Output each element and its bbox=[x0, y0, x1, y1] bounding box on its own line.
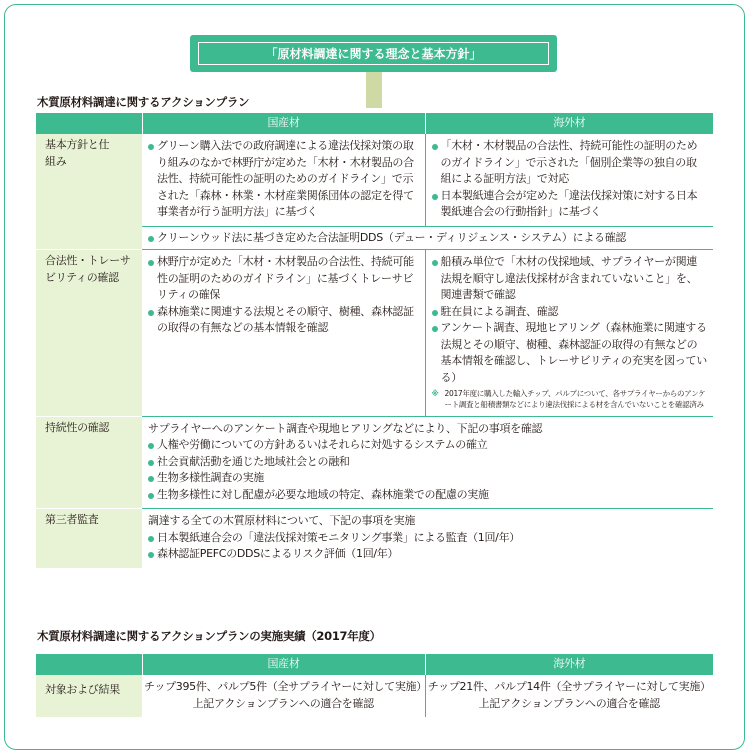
basic-shared-cell bbox=[142, 226, 713, 250]
row-label-text: 第三者監査 bbox=[45, 513, 99, 527]
row-label-basic bbox=[36, 134, 142, 250]
list-item: 駐在員による調査、確認 bbox=[432, 304, 708, 321]
results-overseas-cell bbox=[425, 675, 713, 717]
legality-overseas-cell bbox=[425, 250, 713, 417]
legality-note bbox=[432, 389, 708, 411]
note-text: 2017年度に購入した輸入チップ、パルプについて、各サプライヤーからのアンケート調査と船積書類などにより違法伐採による材を含んでいないことを確認済み bbox=[444, 389, 706, 409]
results-domestic-cell bbox=[142, 675, 425, 717]
header-overseas: 海外材 bbox=[425, 113, 713, 134]
policy-banner bbox=[190, 35, 557, 72]
action-plan-table bbox=[36, 113, 713, 568]
row-label-text: 対象および結果 bbox=[45, 683, 120, 696]
results-table bbox=[36, 654, 713, 717]
list-item: 日本製紙連合会が定めた「違法伐採対策に対する日本製紙連合会の行動指針」に基づく bbox=[432, 188, 708, 221]
results-overseas-line: チップ21件、パルプ14件（全サプライヤーに対して実施） bbox=[427, 680, 711, 693]
row-label-text: 基本方針と仕組み bbox=[45, 138, 110, 168]
results-overseas-line: 上記アクションプランへの適合を確認 bbox=[478, 696, 660, 710]
note-mark: ※ bbox=[431, 389, 439, 398]
action-plan-title: 木質原材料調達に関するアクションプラン bbox=[37, 95, 250, 109]
legality-domestic-cell bbox=[142, 250, 425, 417]
row-basic bbox=[36, 134, 713, 226]
list-item: 生物多様性調査の実施 bbox=[148, 470, 707, 487]
list-item: 林野庁が定めた「木材・木材製品の合法性、持続可能性の証明のためのガイドライン」に基づくトレーサビリティの確保 bbox=[148, 254, 419, 304]
row-sustainability bbox=[36, 416, 713, 509]
list-item: 社会貢献活動を通じた地域社会との融和 bbox=[148, 454, 707, 471]
row-label-text: 持続性の確認 bbox=[45, 420, 110, 434]
basic-overseas-cell bbox=[425, 134, 713, 226]
results-title: 木質原材料調達に関するアクションプランの実施実績（2017年度） bbox=[37, 629, 381, 643]
list-item: クリーンウッド法に基づき定めた合法証明DDS（デュー・ディリジェンス・システム）による確認 bbox=[148, 230, 707, 247]
header-blank bbox=[36, 113, 142, 134]
row-legality bbox=[36, 250, 713, 417]
results-domestic-line: チップ395件、パルプ5件（全サプライヤーに対して実施） bbox=[144, 680, 427, 693]
list-item: 森林施業に関連する法規とその順守、樹種、森林認証の取得の有無などの基本情報を確認 bbox=[148, 304, 419, 337]
sustainability-cell bbox=[142, 416, 713, 509]
list-item: アンケート調査、現地ヒアリング（森林施業に関連する法規とその順守、樹種、森林認証の取得の有無などの基本情報を確認し、トレーサビリティの充実を図っている） bbox=[432, 320, 708, 386]
results-header-blank bbox=[36, 654, 142, 675]
sustainability-intro: サプライヤーへのアンケート調査や現地ヒアリングなどにより、下記の事項を確認 bbox=[148, 421, 543, 435]
policy-banner-label: 「原材料調達に関する理念と基本方針」 bbox=[198, 42, 549, 65]
results-header-row bbox=[36, 654, 713, 675]
table-header-row bbox=[36, 113, 713, 134]
results-domestic-line: 上記アクションプランへの適合を確認 bbox=[192, 696, 374, 710]
list-item: 人権や労働についての方針あるいはそれらに対処するシステムの確立 bbox=[148, 437, 707, 454]
results-label bbox=[36, 675, 142, 717]
results-header-domestic: 国産材 bbox=[142, 654, 425, 675]
audit-cell bbox=[142, 509, 713, 568]
audit-intro: 調達する全ての木質原材料について、下記の事項を実施 bbox=[148, 514, 416, 528]
list-item: 日本製紙連合会の「違法伐採対策モニタリング事業」による監査（1回/年） bbox=[148, 530, 707, 547]
list-item: 「木材・木材製品の合法性、持続可能性の証明のためのガイドライン」で示された「個別企業等の独自の取組による証明方法」で対応 bbox=[432, 138, 708, 188]
list-item: 森林認証PEFCのDDSによるリスク評価（1回/年） bbox=[148, 546, 707, 563]
row-label-audit bbox=[36, 509, 142, 568]
basic-domestic-cell bbox=[142, 134, 425, 226]
results-header-overseas: 海外材 bbox=[425, 654, 713, 675]
results-row bbox=[36, 675, 713, 717]
banner-connector bbox=[366, 72, 382, 108]
row-label-legality bbox=[36, 250, 142, 417]
list-item: 生物多様性に対し配慮が必要な地域の特定、森林施業での配慮の実施 bbox=[148, 487, 707, 504]
row-audit bbox=[36, 509, 713, 568]
row-label-text: 合法性・トレーサビリティの確認 bbox=[45, 254, 131, 284]
header-domestic: 国産材 bbox=[142, 113, 425, 134]
list-item: 船積み単位で「木材の伐採地域、サプライヤーが関連法規を順守し違法伐採材が含まれていないこと」を、関連書類で確認 bbox=[432, 254, 708, 304]
list-item: グリーン購入法での政府調達による違法伐採対策の取り組みのなかで林野庁が定めた「木材・木材製品の合法性、持続可能性の証明のためのガイドライン」で示された「森林・林業・木材産業関係団体の認定を得て事業者が行う証明方法」に基づく bbox=[148, 138, 419, 221]
row-label-sustainability bbox=[36, 416, 142, 509]
